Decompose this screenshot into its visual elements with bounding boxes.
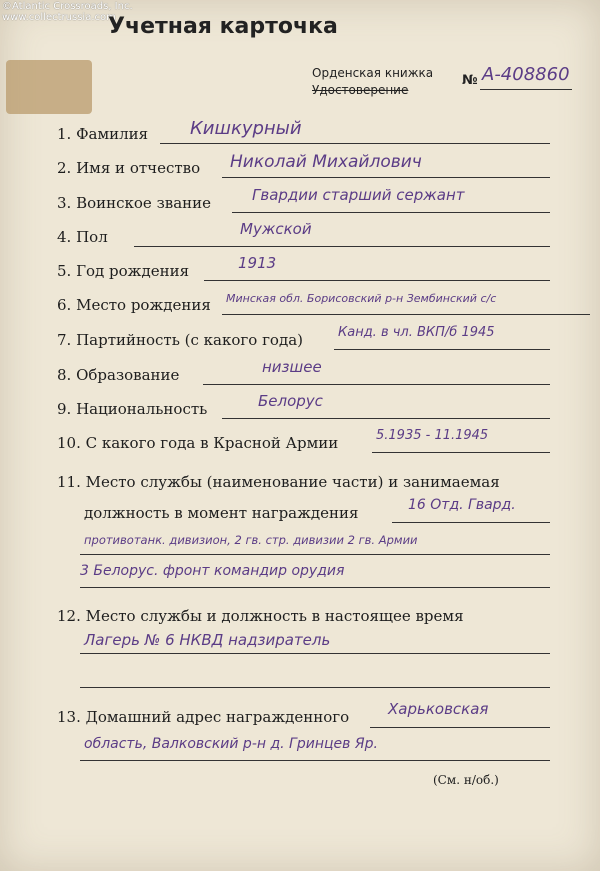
field-line-party xyxy=(334,349,550,350)
field-value-current-service: Лагерь № 6 НКВД надзиратель xyxy=(84,631,331,649)
field-label-service-unit-cont: должность в момент награждения xyxy=(84,504,359,522)
field-line-surname xyxy=(160,143,550,144)
field-value-birthplace: Минская обл. Борисовский р-н Зембинский с/с xyxy=(226,292,497,305)
card-title: Учетная карточка xyxy=(108,14,338,39)
paper-stain xyxy=(6,60,92,114)
field-line-service-unit-1 xyxy=(392,522,550,523)
number-underline xyxy=(480,89,572,90)
field-value-home-address-line-2: область, Валковский р-н д. Гринцев Яр. xyxy=(84,736,378,752)
field-line-army-since xyxy=(372,452,550,453)
field-value-sex: Мужской xyxy=(240,220,312,238)
field-label-party: 7. Партийность (с какого года) xyxy=(57,331,303,349)
watermark-copyright: ©Atlantic Crossroads, Inc. xyxy=(2,1,133,12)
field-value-birth-year: 1913 xyxy=(238,254,277,272)
field-value-service-unit-line-3: 3 Белорус. фронт командир орудия xyxy=(80,563,345,579)
field-value-rank: Гвардии старший сержант xyxy=(252,186,465,204)
field-line-service-unit-3 xyxy=(80,587,550,588)
field-value-home-address-line-1: Харьковская xyxy=(388,700,489,718)
field-value-service-unit-line-2: противотанк. дивизион, 2 гв. стр. дивизии 2 гв. Армии xyxy=(84,533,418,547)
field-line-rank xyxy=(232,212,550,213)
field-label-service-unit: 11. Место службы (наименование части) и занимаемая xyxy=(57,473,500,491)
field-label-name: 2. Имя и отчество xyxy=(57,159,201,177)
field-value-name: Николай Михайлович xyxy=(230,152,422,172)
field-line-nationality xyxy=(222,418,550,419)
document-type xyxy=(312,66,433,97)
field-value-army-since: 5.1935 - 11.1945 xyxy=(376,428,489,443)
field-label-army-since: 10. С какого года в Красной Армии xyxy=(57,434,339,452)
field-line-birth-year xyxy=(204,280,550,281)
document-number: А-408860 xyxy=(482,64,570,85)
field-value-service-unit-line-1: 16 Отд. Гвард. xyxy=(408,497,516,513)
field-line-home-address-1 xyxy=(370,727,550,728)
field-line-birthplace xyxy=(222,314,590,315)
field-label-birth-year: 5. Год рождения xyxy=(57,262,190,280)
field-label-rank: 3. Воинское звание xyxy=(57,194,212,212)
document-type-struck: Удостоверение xyxy=(312,83,409,97)
field-value-nationality: Белорус xyxy=(258,392,323,410)
see-reverse-note: (См. н/об.) xyxy=(433,773,499,787)
field-line-education xyxy=(203,384,550,385)
field-line-name xyxy=(222,177,550,178)
field-line-home-address-2 xyxy=(80,760,550,761)
field-label-birthplace: 6. Место рождения xyxy=(57,296,211,314)
field-label-surname: 1. Фамилия xyxy=(57,125,149,143)
field-value-surname: Кишкурный xyxy=(190,118,302,139)
field-label-education: 8. Образование xyxy=(57,366,180,384)
field-line-sex xyxy=(134,246,550,247)
field-line-service-unit-2 xyxy=(80,554,550,555)
field-label-current-service: 12. Место службы и должность в настоящее время xyxy=(57,607,464,625)
field-label-nationality: 9. Национальность xyxy=(57,400,208,418)
field-value-party: Канд. в чл. ВКП/б 1945 xyxy=(338,325,495,340)
field-line-current-service-1 xyxy=(80,653,550,654)
field-label-sex: 4. Пол xyxy=(57,228,108,246)
field-value-education: низшее xyxy=(262,358,322,376)
document-type-current: Орденская книжка xyxy=(312,66,434,80)
watermark-url: www.collectrussia.com xyxy=(2,12,116,23)
field-line-current-service-2 xyxy=(80,687,550,688)
number-sign: № xyxy=(462,73,478,88)
field-label-home-address: 13. Домашний адрес награжденного xyxy=(57,708,350,726)
